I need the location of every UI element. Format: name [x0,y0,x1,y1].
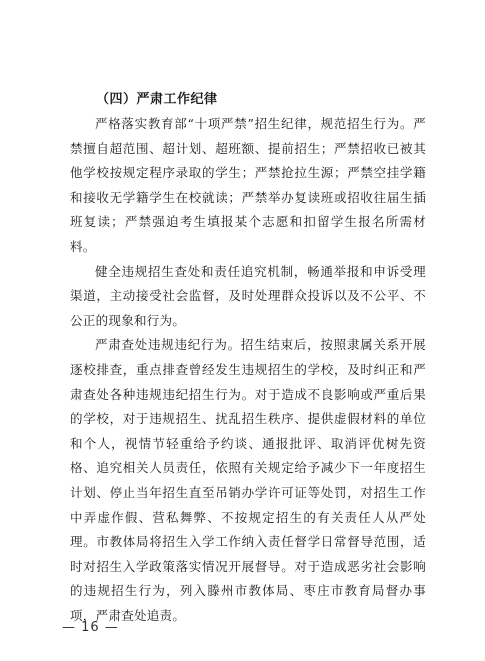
paragraph-admission-discipline: 严格落实教育部“十项严禁”招生纪律，规范招生行为。严禁擅自超范围、超计划、超班额、提前招生；严禁招收已被其他学校按规定程序录取的学生；严禁抢拉生源；严禁空挂学籍和接收无学籍学生在校就读；严禁举办复读班或招收往届生插班复读；严禁强迫考生填报某个志愿和扣留学生报名所需材料。 [70,116,426,254]
paragraph-violation-handling: 严肃查处违规违纪行为。招生结束后，按照隶属关系开展逐校排查，重点排查曾经发生违规招生的学校，及时纠正和严肃查处各种违规违纪招生行为。对于造成不良影响或严重后果的学校，对于违规招生、扰乱招生秩序、提供虚假材料的单位和个人，视情节轻重给予约谈、通报批评、取消评优树先资格、追究相关人员责任，依照有关规定给予减少下一年度招生计划、停止当年招生直至吊销办学许可证等处罚，对招生工作中弄虚作假、营私舞弊、不按规定招生的有关责任人从严处理。市教体局将招生入学工作纳入责任督学日常督导范围，适时对招生入学政策落实情况开展督导。对于造成恶劣社会影响的违规招生行为，列入滕州市教体局、枣庄市教育局督办事项，严肃查处追责。 [70,337,426,623]
document-body [70,88,426,628]
section-heading: （四）严肃工作纪律 [96,92,218,107]
paragraph-accountability-mechanism: 健全违规招生查处和责任追究机制，畅通举报和申诉受理渠道，主动接受社会监督，及时处理群众投诉以及不公平、不公正的现象和行为。 [70,263,426,328]
page-number: — 16 — [62,620,119,635]
